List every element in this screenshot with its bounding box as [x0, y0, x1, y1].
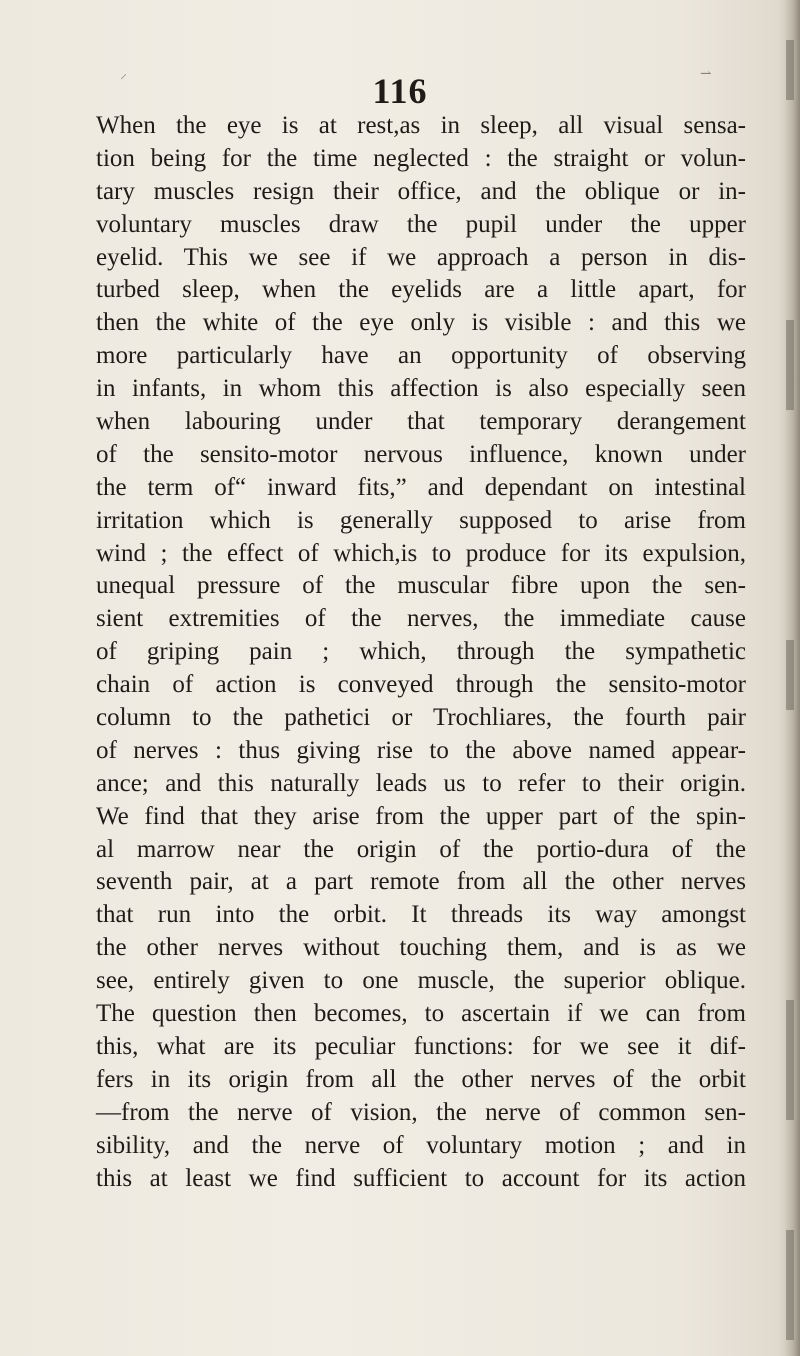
text-line: sibility, and the nerve of voluntary motion ; and in: [96, 1131, 746, 1159]
text-line: of nerves : thus giving rise to the above named appear-: [96, 736, 746, 764]
text-line: column to the pathetici or Trochliares, the fourth pair: [96, 704, 746, 732]
text-line: this, what are its peculiar functions: for we see it dif-: [96, 1032, 746, 1060]
text-line: wind ; the effect of which,is to produce for its expulsion,: [96, 539, 746, 567]
text-line: turbed sleep, when the eyelids are a little apart, for: [96, 276, 746, 304]
binding-mark: [786, 1000, 794, 1120]
text-line: irritation which is generally supposed to arise from: [96, 506, 746, 534]
text-line: see, entirely given to one muscle, the superior oblique.: [96, 967, 746, 995]
text-line: chain of action is conveyed through the sensito-motor: [96, 671, 746, 699]
text-line: al marrow near the origin of the portio-dura of the: [96, 835, 746, 863]
text-line: tion being for the time neglected : the straight or volun-: [96, 144, 746, 172]
text-line: eyelid. This we see if we approach a person in dis-: [96, 243, 746, 271]
page-number: 116: [372, 71, 428, 111]
binding-mark: [786, 640, 794, 710]
text-line: more particularly have an opportunity of observing: [96, 342, 746, 370]
text-line: this at least we find sufficient to account for its action: [96, 1164, 746, 1192]
text-line: the other nerves without touching them, and is as we: [96, 934, 746, 962]
text-line: ance; and this naturally leads us to refer to their origin.: [96, 769, 746, 797]
text-line: of the sensito-motor nervous influence, known under: [96, 440, 746, 468]
text-line: We find that they arise from the upper part of the spin-: [96, 802, 746, 830]
text-line: voluntary muscles draw the pupil under the upper: [96, 210, 746, 238]
text-line: When the eye is at rest,as in sleep, all visual sensa-: [96, 112, 746, 139]
text-line: fers in its origin from all the other nerves of the orbit: [96, 1065, 746, 1093]
text-line: tary muscles resign their office, and the oblique or in-: [96, 177, 746, 205]
right-corner-mark: ⇀: [700, 66, 712, 82]
text-line: of griping pain ; which, through the sympathetic: [96, 638, 746, 666]
text-line: in infants, in whom this affection is also especially seen: [96, 375, 746, 403]
text-line: that run into the orbit. It threads its way amongst: [96, 901, 746, 929]
left-corner-mark: ⸍: [120, 72, 127, 88]
text-line: The question then becomes, to ascertain if we can from: [96, 1000, 746, 1028]
text-line: then the white of the eye only is visible : and this we: [96, 309, 746, 337]
binding-mark: [786, 1230, 794, 1340]
text-line: sient extremities of the nerves, the immediate cause: [96, 605, 746, 633]
body-text: [96, 110, 746, 1195]
text-line: when labouring under that temporary derangement: [96, 408, 746, 436]
text-line: seventh pair, at a part remote from all the other nerves: [96, 868, 746, 896]
text-line: the term of“ inward fits,” and dependant on intestinal: [96, 473, 746, 501]
text-line: unequal pressure of the muscular fibre upon the sen-: [96, 572, 746, 600]
text-line: —from the nerve of vision, the nerve of common sen-: [96, 1098, 746, 1126]
binding-mark: [786, 320, 794, 410]
